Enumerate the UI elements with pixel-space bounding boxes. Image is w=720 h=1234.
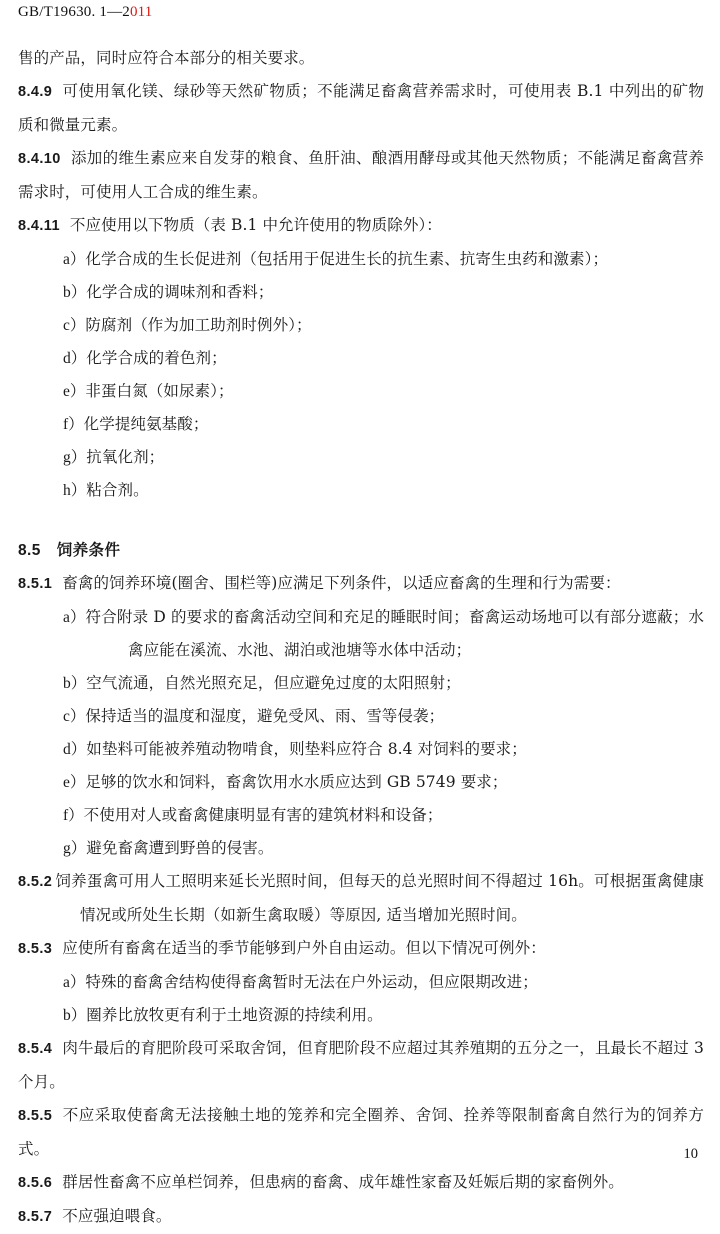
clause-8-5-6: [18, 1166, 704, 1200]
standard-number-prefix: GB/T19630. 1—2: [18, 4, 130, 20]
list-item: [18, 309, 704, 342]
list-item: [18, 342, 704, 375]
clause-text: 肉牛最后的育肥阶段可采取舍饲，但育肥阶段不应超过其养殖期的五分之一，且最长不超过 3 个月。: [18, 1039, 704, 1091]
list-item: [18, 999, 704, 1032]
clause-number: 8.4.9: [18, 84, 53, 100]
clause-8-5-7: [18, 1200, 704, 1234]
clause-8-5-1: [18, 567, 704, 601]
list-item: [18, 375, 704, 408]
list-item-label: a）: [63, 974, 86, 991]
list-item: [18, 733, 704, 766]
clause-number: 8.5.6: [18, 1175, 53, 1191]
list-item-text: 足够的饮水和饲料，畜禽饮用水水质应达到 GB 5749 要求；: [85, 773, 508, 791]
list-item: [18, 700, 704, 733]
clause-number: 8.5.3: [18, 941, 53, 957]
list-item: [18, 276, 704, 309]
standard-number-year-suffix: 011: [129, 4, 153, 20]
clause-number: 8.5.2: [18, 874, 53, 890]
list-item-label: b）: [63, 284, 87, 301]
list-item: [18, 441, 704, 474]
clause-8-4-9: [18, 75, 704, 142]
list-item-text: 抗氧化剂；: [86, 448, 165, 466]
list-item-label: g）: [63, 840, 87, 857]
clause-number: 8.5.7: [18, 1209, 53, 1225]
list-item-label: h）: [63, 482, 87, 499]
clause-text: 添加的维生素应来自发芽的粮食、鱼肝油、酿酒用酵母或其他天然物质；不能满足畜禽营养需求时，可使用人工合成的维生素。: [18, 149, 704, 201]
list-item-text: 保持适当的温度和湿度，避免受风、雨、雪等侵袭；: [85, 707, 445, 725]
clause-8-5-2: [18, 865, 704, 932]
list-item-text: 不使用对人或畜禽健康明显有害的建筑材料和设备；: [83, 806, 443, 824]
clause-8-4-10: [18, 142, 704, 209]
heading-spacer: [18, 507, 704, 534]
list-item-text: 化学提纯氨基酸；: [83, 415, 209, 433]
clause-number: 8.5.1: [18, 576, 53, 592]
list-item: [18, 243, 704, 276]
list-item-label: c）: [63, 317, 86, 334]
page-number: 10: [683, 1146, 698, 1162]
list-item: [18, 832, 704, 865]
section-number: 8.5: [18, 542, 41, 559]
list-item-label: c）: [63, 708, 86, 725]
list-item-label: a）: [63, 609, 86, 626]
list-item: [18, 408, 704, 441]
clause-text: 不应强迫喂食。: [62, 1207, 172, 1225]
list-item-label: f）: [63, 807, 84, 824]
clause-text: 不应使用以下物质（表 B.1 中允许使用的物质除外）：: [69, 216, 442, 234]
list-item-text: 符合附录 D 的要求的畜禽活动空间和充足的睡眠时间；畜禽运动场地可以有部分遮蔽；水禽应能在溪流、水池、湖泊或池塘等水体中活动；: [85, 608, 704, 659]
section-title: 饲养条件: [56, 542, 121, 559]
list-item-text: 避免畜禽遭到野兽的侵害。: [86, 839, 274, 857]
document-body: [18, 42, 704, 1234]
list-item-label: b）: [63, 1007, 87, 1024]
list-item-text: 圈养比放牧更有利于土地资源的持续利用。: [86, 1006, 383, 1024]
clause-8-4-11: [18, 209, 704, 243]
list-item-text: 粘合剂。: [86, 481, 149, 499]
clause-number: 8.5.5: [18, 1108, 53, 1124]
running-header: [18, 4, 153, 21]
list-item: [18, 601, 704, 667]
clause-8-5-3: [18, 932, 704, 966]
clause-text: 饲养蛋禽可用人工照明来延长光照时间，但每天的总光照时间不得超过 16h。可根据蛋禽健康情况或所处生长期（如新生禽取暖）等原因, 适当增加光照时间。: [55, 872, 704, 924]
list-item-label: f）: [63, 416, 84, 433]
list-item-text: 化学合成的生长促进剂（包括用于促进生长的抗生素、抗寄生虫药和激素）；: [85, 250, 609, 268]
list-item-text: 如垫料可能被养殖动物啃食，则垫料应符合 8.4 对饲料的要求；: [86, 740, 527, 758]
list-item-label: e）: [63, 774, 86, 791]
clause-number: 8.4.11: [18, 218, 60, 234]
clause-text: 不应采取使畜禽无法接触土地的笼养和完全圈养、舍饲、拴养等限制畜禽自然行为的饲养方式。: [18, 1106, 704, 1158]
clause-8-5-5: [18, 1099, 704, 1166]
clause-text: 可使用氧化镁、绿砂等天然矿物质；不能满足畜禽营养需求时，可使用表 B.1 中列出的矿物质和微量元素。: [18, 82, 704, 134]
lead-paragraph: 售的产品，同时应符合本部分的相关要求。: [18, 49, 315, 67]
list-item: [18, 474, 704, 507]
list-item-text: 特殊的畜禽舍结构使得畜禽暂时无法在户外运动，但应限期改进；: [85, 973, 538, 991]
list-item: [18, 667, 704, 700]
list-item: [18, 966, 704, 999]
list-item-text: 空气流通，自然光照充足，但应避免过度的太阳照射；: [86, 674, 461, 692]
list-item-label: a）: [63, 251, 86, 268]
clause-number: 8.5.4: [18, 1041, 53, 1057]
list-item-text: 防腐剂（作为加工助剂时例外）；: [85, 316, 312, 334]
clause-text: 畜禽的饲养环境(圈舍、围栏等)应满足下列条件，以适应畜禽的生理和行为需要：: [62, 574, 621, 592]
clause-text: 应使所有畜禽在适当的季节能够到户外自由运动。但以下情况可例外：: [62, 939, 546, 957]
list-item: [18, 799, 704, 832]
list-item-label: d）: [63, 350, 87, 367]
list-item: [18, 766, 704, 799]
list-item-text: 非蛋白氮（如尿素）；: [85, 382, 234, 400]
list-item-label: d）: [63, 741, 87, 758]
list-item-label: e）: [63, 383, 86, 400]
section-heading-8-5: [18, 534, 704, 567]
list-item-text: 化学合成的调味剂和香料；: [86, 283, 274, 301]
list-item-text: 化学合成的着色剂；: [86, 349, 227, 367]
clause-8-5-4: [18, 1032, 704, 1099]
clause-text: 群居性畜禽不应单栏饲养，但患病的畜禽、成年雄性家畜及妊娠后期的家畜例外。: [62, 1173, 624, 1191]
list-item-label: g）: [63, 449, 87, 466]
list-item-label: b）: [63, 675, 87, 692]
clause-number: 8.4.10: [18, 151, 61, 167]
